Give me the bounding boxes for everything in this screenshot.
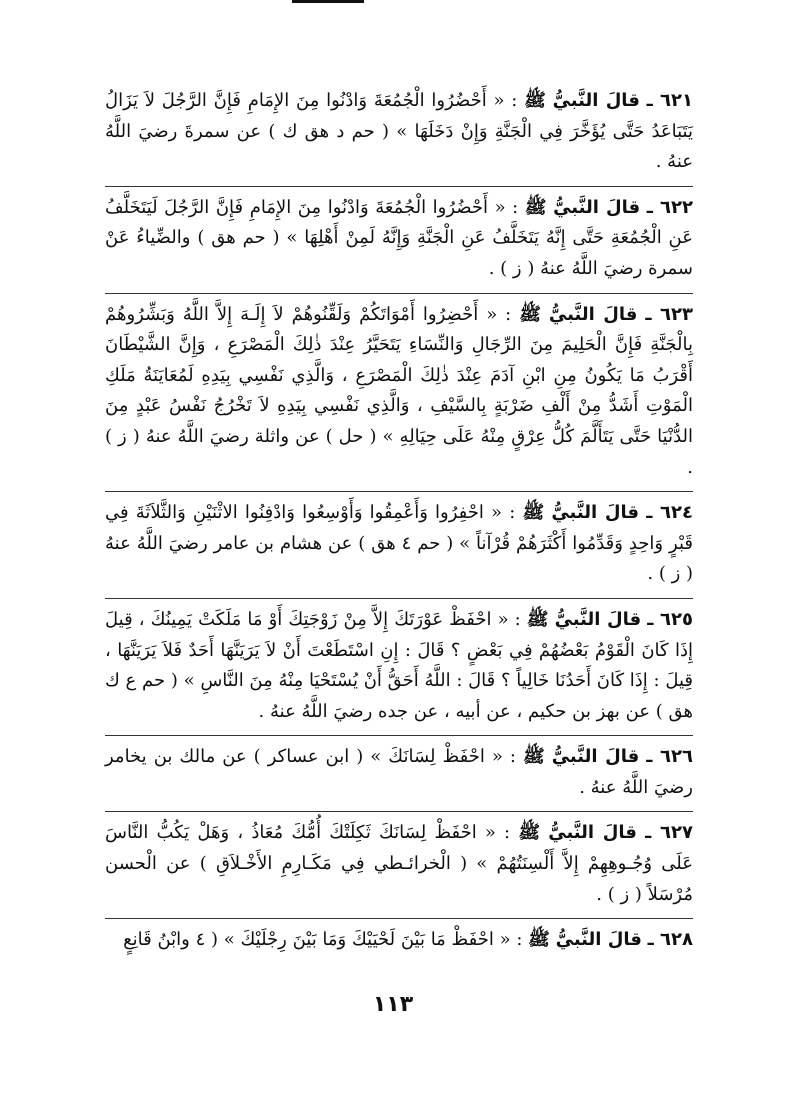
hadith-paragraph (105, 925, 693, 956)
hadith-heading: قالَ النَّبيُّ (551, 502, 640, 524)
hadith-paragraph (105, 86, 693, 178)
salawat-sign: ﷺ (519, 303, 541, 325)
hadith-heading: قالَ النَّبيُّ (548, 822, 637, 844)
hadith-text: : « أَحْضُرُوا الْجُمُعَةَ وَادْنُوا مِنَ الإِمَامِ فَإِنَّ الرَّجُلَ لَيَتَخَلَّفُ عَنِ الْجُمُعَةِ حَتَّى إِنَّهُ يَتَخَلَّفُ عَنِ الْجَنَّةِ وَإِنَّهُ لَمِنْ أَهْلِهَا » ( حم هق ) والضِّياءُ عَنْ سمرة رضيَ اللَّهُ عنهُ ( ز ) . (105, 196, 693, 279)
hadith-heading: قالَ النَّبيُّ (551, 746, 640, 768)
hadith-text: : « احْفَظْ لِسَانَكَ ثَكِلَتْكَ أُمُّكَ مُعَاذُ ، وَهَلْ يَكُبُّ النَّاسَ عَلَى وُجُـوهِهِمْ إِلاَّ أَلْسِنَتُهُمْ » ( الْخرائـطي فِي مَكَـارِمِ الأَخْـلاَقِ ) عن الْحسن مُرْسَلاً ( ز ) . (105, 822, 693, 905)
hadith-text: : « أَحْضُرُوا الْجُمُعَةَ وَادْنُوا مِنَ الإِمَامِ فَإِنَّ الرَّجُلَ لاَ يَزَالُ يَتَبَاعَدُ حَتَّى يُؤَخَّرَ فِي الْجَنَّةِ وَإِنْ دَخَلَهَا » ( حم د هق ك ) عن سمرةَ رضيَ اللَّهُ عنهُ . (105, 90, 693, 173)
page-body (105, 80, 693, 964)
hadith-number: ٦٢٢ ـ (646, 196, 693, 218)
salawat-sign: ﷺ (524, 90, 546, 111)
salawat-sign: ﷺ (524, 196, 547, 218)
salawat-sign: ﷺ (518, 822, 541, 844)
hadith-paragraph (105, 605, 693, 727)
hadith-622 (105, 187, 693, 293)
top-rule (292, 0, 364, 3)
hadith-text: : « احْفَظْ مَا بَيْنَ لَحْيَيْكَ وَمَا بَيْنَ رِجْلَيْكَ » ( ٤ وابْنُ قَانِعٍ (123, 929, 523, 951)
hadith-heading: قالَ النَّبيُّ (555, 929, 642, 951)
salawat-sign: ﷺ (522, 746, 545, 768)
hadith-text: : « أَحْضِرُوا أَمْوَاتَكُمْ وَلَقِّنُوهُمْ لاَ إِلَـهَ إِلاَّ اللَّهُ وَبَشِّرُوهُمْ بِالْجَنَّةِ فَإِنَّ الْحَلِيمَ مِنَ الرِّجَالِ وَالنِّسَاءِ يَتَحَيَّرُ عِنْدَ ذٰلِكَ الْمَصْرَعِ ، وَإِنَّ الشَّيْطَانَ أَقْرَبُ مَا يَكُونُ مِنِ ابْنِ آدَمَ عِنْدَ ذٰلِكَ الْمَصْرَعِ ، وَالَّذِي نَفْسِي بِيَدِهِ لَمُعَايَنَةُ مَلَكِ الْمَوْتِ أَشَدُّ مِنْ أَلْفِ ضَرْبَةٍ بِالسَّيْفِ ، وَالَّذِي نَفْسِي بِيَدِهِ لاَ تَخْرُجُ نَفْسُ عَبْدٍ مِنَ الدُّنْيَا حَتَّى يَتَأَلَّمَ كُلُّ عِرْقٍ مِنْهُ عَلَى حِيَالِهِ » ( حل ) عن واثلة رضيَ اللَّهُ عنهُ ( ز ) . (105, 303, 693, 478)
hadith-number: ٦٢٥ ـ (647, 608, 693, 630)
hadith-paragraph (105, 818, 693, 910)
hadith-paragraph (105, 742, 693, 803)
hadith-number: ٦٢١ ـ (646, 90, 694, 111)
hadith-text: : « احْفِرُوا وَأَعْمِقُوا وَأَوْسِعُوا وَادْفِنُوا الاثْنَيْنِ وَالثَّلاَثَةَ فِي قَبْرٍ وَاحِدٍ وَقَدِّمُوا أَكْثَرَهُمْ قُرْآناً » ( حم ٤ هق ) عن هشام بن عامر رضيَ اللَّهُ عنهُ ( ز ) . (105, 502, 693, 585)
hadith-623 (105, 294, 693, 492)
hadith-number: ٦٢٦ ـ (646, 746, 693, 768)
hadith-heading: قالَ النَّبيُّ (548, 303, 638, 325)
hadith-625 (105, 599, 693, 735)
hadith-number: ٦٢٧ ـ (645, 822, 693, 844)
hadith-number: ٦٢٨ ـ (647, 929, 693, 951)
hadith-621 (105, 80, 693, 186)
hadith-paragraph (105, 193, 693, 285)
hadith-626 (105, 736, 693, 811)
hadith-624 (105, 492, 693, 598)
hadith-paragraph (105, 498, 693, 590)
hadith-628 (105, 919, 693, 964)
salawat-sign: ﷺ (526, 608, 549, 630)
salawat-sign: ﷺ (522, 502, 545, 524)
hadith-number: ٦٢٤ ـ (646, 502, 693, 524)
hadith-heading: قالَ النَّبيُّ (553, 196, 641, 218)
hadith-627 (105, 812, 693, 918)
hadith-text: : « احْفَظْ لِسَانَكَ » ( ابن عساكر ) عن مالك بن يخامر رضيَ اللَّهُ عنهُ . (105, 746, 693, 798)
hadith-heading: قالَ النَّبيُّ (554, 608, 642, 630)
hadith-text: : « احْفَظْ عَوْرَتَكَ إِلاَّ مِنْ زَوْجَتِكَ أَوْ مَا مَلَكَتْ يَمِينُكَ ، قِيلَ إِذَا كَانَ الْقَوْمُ بَعْضُهُمْ فِي بَعْضٍ ؟ قَالَ : إِنِ اسْتَطَعْتَ أَنْ لاَ يَرَيَنَّهَا أَحَدٌ فَلاَ يَرَيَنَّهَا ، قِيلَ : إِذَا كَانَ أَحَدُنَا خَالِياً ؟ قَالَ : اللَّهُ أَحَقُّ أَنْ يُسْتَحْيَا مِنْهُ مِنَ النَّاسِ » ( حم ع ك هق ) عن بهز بن حكيم ، عن أبيه ، عن جده رضيَ اللَّهُ عنهُ . (105, 608, 693, 722)
hadith-paragraph (105, 300, 693, 484)
page-number: ١١٣ (372, 992, 414, 1017)
hadith-number: ٦٢٣ ـ (645, 303, 693, 325)
hadith-heading: قالَ النَّبيُّ (552, 90, 640, 111)
salawat-sign: ﷺ (528, 929, 550, 951)
